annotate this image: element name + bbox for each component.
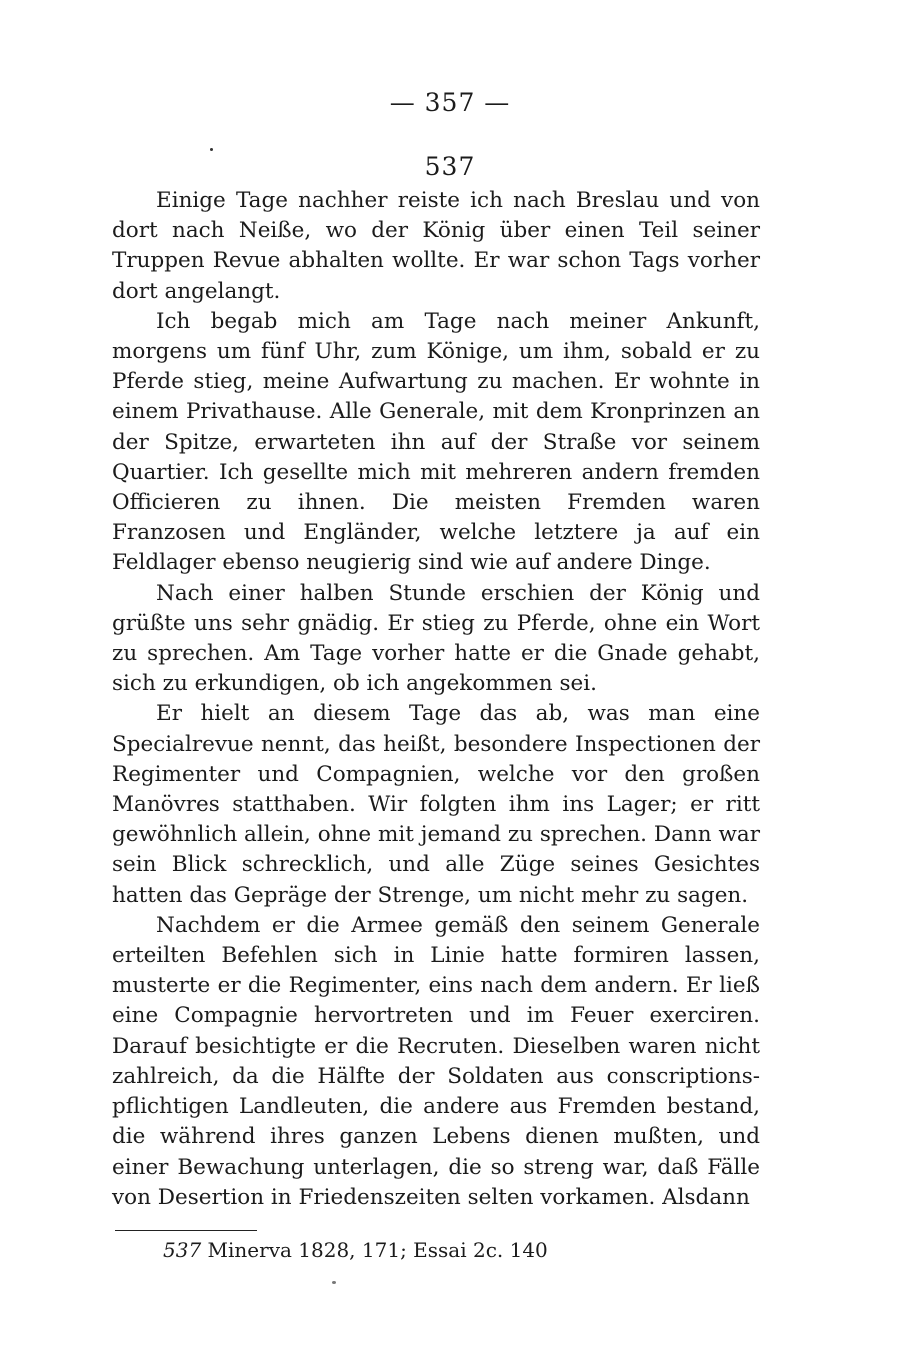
footnote-text: Minerva 1828, 171; Essai 2c. 140	[207, 1238, 548, 1262]
body-text	[112, 186, 760, 1213]
paragraph-2: Ich begab mich am Tage nach meiner Ankunft, morgens um fünf Uhr, zum Könige, um ihm, sobald er zu Pferde stieg, meine Aufwartung zu machen. Er wohnte in einem Privathause. Alle Generale, mit dem Kronprinzen an der Spitze, erwarteten ihn auf der Straße vor seinem Quartier. Ich gesellte mich mit mehreren andern fremden Officieren zu ihnen. Die meisten Fremden waren Franzosen und Engländer, welche letztere ja auf ein Feldlager ebenso neugierig sind wie auf andere Dinge.	[112, 308, 760, 576]
footnote-divider	[115, 1230, 257, 1231]
print-speck	[210, 148, 213, 151]
page-number-header: — 357 —	[389, 88, 511, 117]
footnote	[163, 1236, 548, 1264]
paragraph-5: Nachdem er die Armee gemäß den seinem Generale erteilten Befehlen sich in Linie hatte formiren lassen, musterte er die Regimenter, eins nach dem andern. Er ließ eine Compagnie hervortreten und im Feuer exerciren. Darauf besichtigte er die Recruten. Dieselben waren nicht zahlreich, da die Hälfte der Soldaten aus conscriptions-pflichtigen Landleuten, die andere aus Fremden bestand, die während ihres ganzen Lebens dienen mußten, und einer Bewachung unterlagen, die so streng war, daß Fälle von Desertion in Friedenszeiten selten vorkamen. Alsdann	[112, 912, 760, 1210]
paragraph-3: Nach einer halben Stunde erschien der König und grüßte uns sehr gnädig. Er stieg zu Pferde, ohne ein Wort zu sprechen. Am Tage vorher hatte er die Gnade gehabt, sich zu erkundigen, ob ich angekommen sei.	[112, 580, 760, 697]
letter-number: 537	[424, 152, 476, 181]
paragraph-4: Er hielt an diesem Tage das ab, was man eine Specialrevue nennt, das heißt, besondere Inspectionen der Regimenter und Compagnien, welche vor den großen Manövres statthaben. Wir folgten ihm ins Lager; er ritt gewöhnlich allein, ohne mit jemand zu sprechen. Dann war sein Blick schrecklich, und alle Züge seines Gesichtes hatten das Gepräge der Strenge, um nicht mehr zu sagen.	[112, 701, 760, 908]
paragraph-1: Einige Tage nachher reiste ich nach Breslau und von dort nach Neiße, wo der König über einen Teil seiner Truppen Revue abhalten wollte. Er war schon Tags vorher dort angelangt.	[112, 188, 760, 304]
print-speck-bottom	[332, 1281, 336, 1284]
footnote-number: 537	[163, 1238, 202, 1262]
